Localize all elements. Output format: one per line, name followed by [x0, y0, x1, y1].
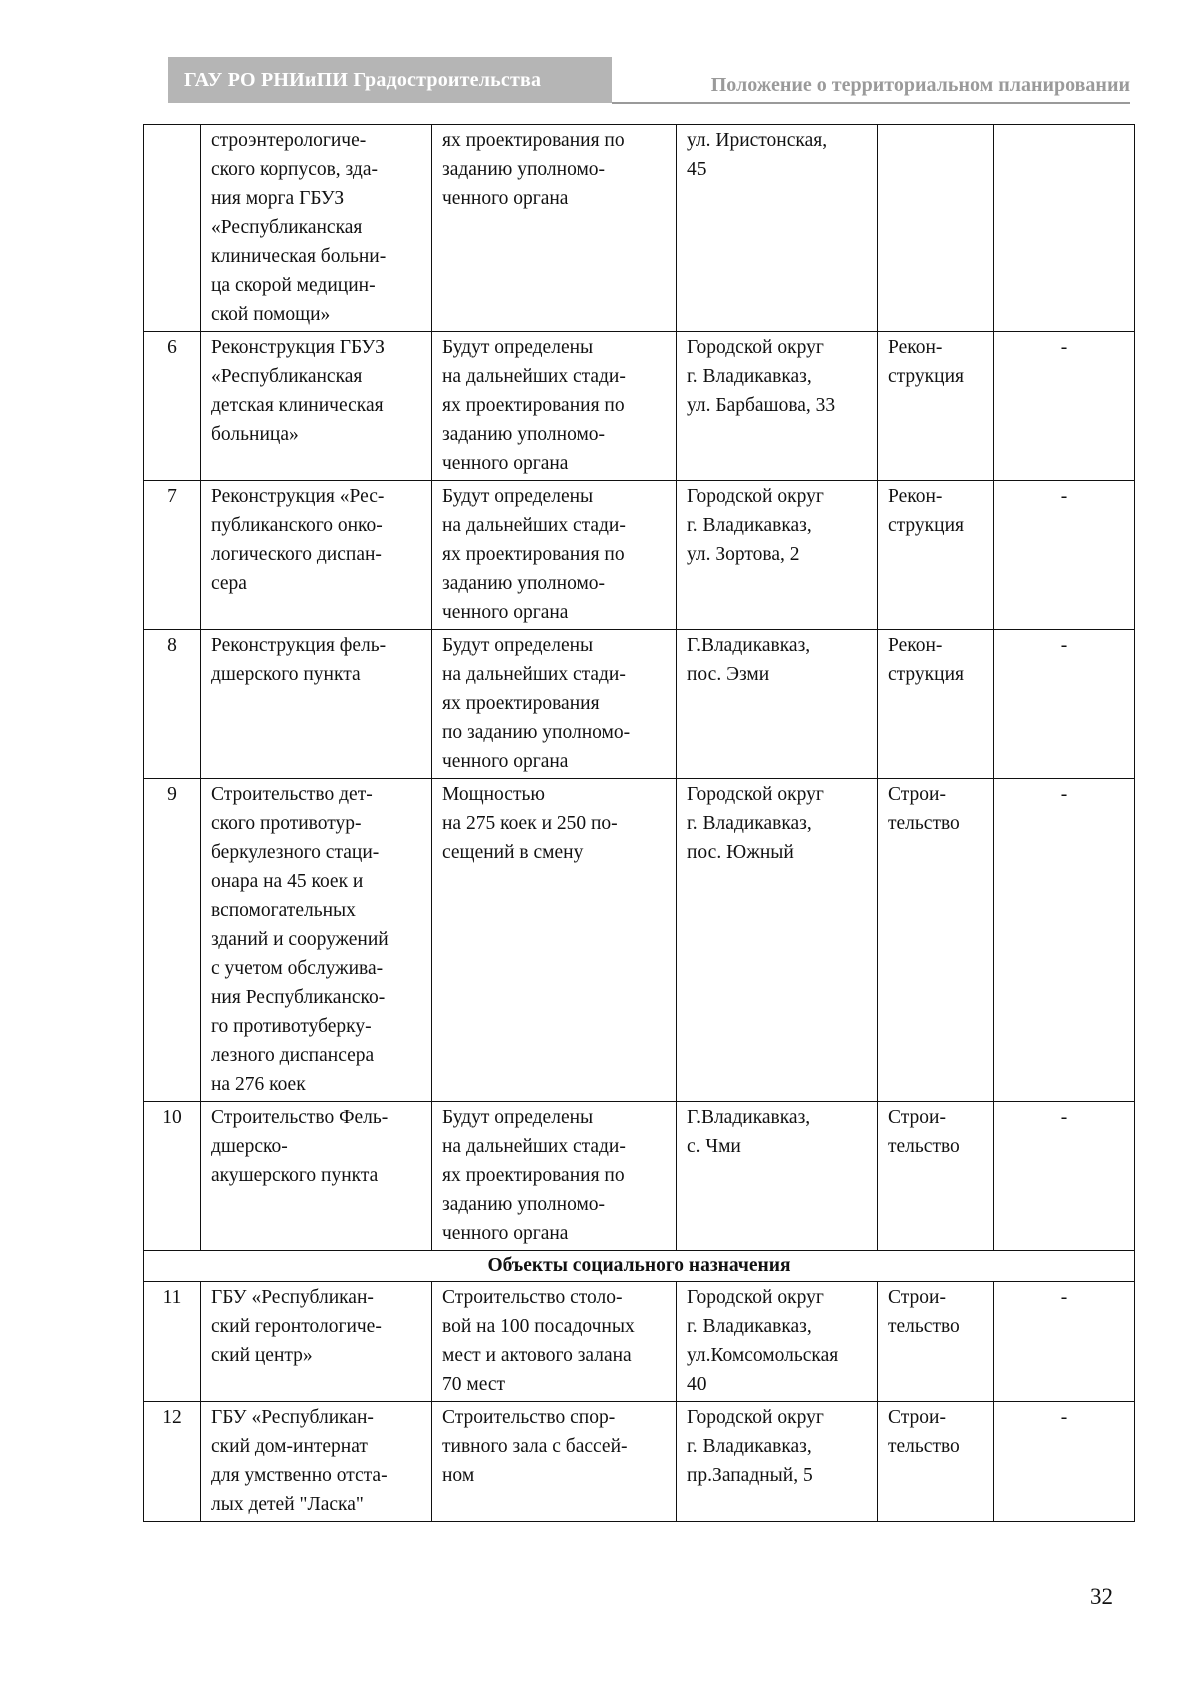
table-row: [144, 332, 1135, 481]
cell-text-line: заданию уполномо-: [442, 573, 606, 594]
cell-text-line: пос. Эзми: [687, 664, 770, 685]
cell-text-line: струкция: [888, 515, 964, 536]
cell-object-name: [201, 779, 432, 1102]
cell-text-line: сера: [211, 573, 247, 594]
cell-number: 6: [144, 332, 201, 481]
header-document-title: Положение о территориальном планировании: [710, 74, 1130, 96]
header-underline: [612, 102, 1130, 104]
cell-text-line: Строительство спор-: [442, 1407, 616, 1428]
cell-text-line: вспомогательных: [211, 900, 356, 921]
cell-text-line: ул. Иристонская,: [687, 130, 828, 151]
cell-text-line: строэнтерологиче-: [211, 130, 367, 151]
cell-parameters: [432, 630, 677, 779]
cell-text-line: ях проектирования: [442, 693, 600, 714]
table-row: [144, 481, 1135, 630]
cell-text-line: Городской округ: [687, 1407, 824, 1428]
cell-parameters: [432, 1102, 677, 1251]
cell-text-line: ченного органа: [442, 1223, 569, 1244]
cell-text-line: детская клиническая: [211, 395, 384, 416]
cell-text-line: ях проектирования по: [442, 544, 625, 565]
cell-parameters: [432, 779, 677, 1102]
table-row: [144, 630, 1135, 779]
cell-text-line: ях проектирования по: [442, 395, 625, 416]
cell-text-line: Реконструкция ГБУЗ: [211, 337, 385, 358]
cell-text-line: для умственно отста-: [211, 1465, 388, 1486]
cell-text-line: Городской округ: [687, 337, 824, 358]
cell-type: [878, 332, 994, 481]
cell-text-line: ченного органа: [442, 751, 569, 772]
table-row: [144, 779, 1135, 1102]
cell-text-line: Реконструкция фель-: [211, 635, 387, 656]
cell-location: [677, 481, 878, 630]
cell-text-line: мест и актового залана: [442, 1345, 632, 1366]
cell-text-line: онара на 45 коек и: [211, 871, 364, 892]
cell-type: [878, 1282, 994, 1402]
cell-number: 12: [144, 1402, 201, 1522]
page-number: 32: [1090, 1584, 1113, 1609]
cell-location: [677, 332, 878, 481]
cell-text-line: Рекон-: [888, 486, 943, 507]
cell-text-line: го противотуберку-: [211, 1016, 372, 1037]
cell-text-line: ского противотур-: [211, 813, 362, 834]
cell-text-line: ченного органа: [442, 188, 569, 209]
cell-text-line: Г.Владикавказ,: [687, 635, 811, 656]
cell-location: [677, 1282, 878, 1402]
cell-text-line: тельство: [888, 1136, 960, 1157]
cell-text-line: струкция: [888, 664, 964, 685]
cell-text-line: лых детей "Ласка": [211, 1494, 364, 1515]
cell-text-line: ский дом-интернат: [211, 1436, 368, 1457]
cell-number: 11: [144, 1282, 201, 1402]
table-row: [144, 1282, 1135, 1402]
cell-text-line: Будут определены: [442, 486, 594, 507]
cell-text-line: ном: [442, 1465, 475, 1486]
header-organization: ГАУ РО РНИиПИ Градостроительства: [168, 57, 612, 103]
cell-object-name: [201, 481, 432, 630]
cell-object-name: [201, 1282, 432, 1402]
cell-note: -: [994, 481, 1135, 630]
cell-text-line: ул.Комсомольская: [687, 1345, 839, 1366]
cell-text-line: Строительство Фель-: [211, 1107, 389, 1128]
cell-location: [677, 779, 878, 1102]
cell-text-line: на дальнейших стади-: [442, 1136, 626, 1157]
cell-type: [878, 1102, 994, 1251]
cell-text-line: 40: [687, 1374, 707, 1395]
cell-text-line: Реконструкция «Рес-: [211, 486, 385, 507]
cell-text-line: тельство: [888, 1436, 960, 1457]
cell-text-line: заданию уполномо-: [442, 1194, 606, 1215]
cell-text-line: по заданию уполномо-: [442, 722, 631, 743]
cell-type: [878, 125, 994, 332]
table-row-continued: [144, 125, 1135, 332]
cell-text-line: пр.Западный, 5: [687, 1465, 813, 1486]
cell-text-line: ГБУ «Республикан-: [211, 1287, 374, 1308]
cell-text-line: Рекон-: [888, 337, 943, 358]
cell-text-line: ях проектирования по: [442, 1165, 625, 1186]
cell-text-line: зданий и сооружений: [211, 929, 389, 950]
cell-text-line: ского корпусов, зда-: [211, 159, 378, 180]
cell-parameters: [432, 332, 677, 481]
cell-text-line: Строи-: [888, 1407, 946, 1428]
cell-note: [994, 125, 1135, 332]
cell-text-line: на 275 коек и 250 по-: [442, 813, 618, 834]
cell-text-line: Строительство дет-: [211, 784, 373, 805]
cell-object-name: [201, 125, 432, 332]
cell-text-line: ул. Барбашова, 33: [687, 395, 836, 416]
cell-number: 10: [144, 1102, 201, 1251]
cell-text-line: Строи-: [888, 784, 946, 805]
cell-note: -: [994, 779, 1135, 1102]
cell-text-line: г. Владикавказ,: [687, 1316, 812, 1337]
cell-note: -: [994, 1282, 1135, 1402]
cell-text-line: ния морга ГБУЗ: [211, 188, 345, 209]
cell-parameters: [432, 1282, 677, 1402]
cell-text-line: Строи-: [888, 1287, 946, 1308]
cell-location: [677, 125, 878, 332]
cell-note: -: [994, 332, 1135, 481]
cell-text-line: публиканского онко-: [211, 515, 383, 536]
cell-text-line: 45: [687, 159, 707, 180]
cell-note: -: [994, 1102, 1135, 1251]
cell-number: 7: [144, 481, 201, 630]
cell-text-line: тивного зала с бассей-: [442, 1436, 628, 1457]
cell-text-line: г. Владикавказ,: [687, 366, 812, 387]
cell-text-line: тельство: [888, 813, 960, 834]
cell-number: [144, 125, 201, 332]
cell-text-line: акушерского пункта: [211, 1165, 379, 1186]
cell-text-line: ский геронтологиче-: [211, 1316, 382, 1337]
table-row: [144, 1102, 1135, 1251]
cell-text-line: 70 мест: [442, 1374, 506, 1395]
cell-object-name: [201, 1102, 432, 1251]
cell-number: 9: [144, 779, 201, 1102]
cell-text-line: Мощностью: [442, 784, 545, 805]
cell-parameters: [432, 1402, 677, 1522]
cell-parameters: [432, 125, 677, 332]
cell-text-line: дшерско-: [211, 1136, 288, 1157]
cell-text-line: ГБУ «Республикан-: [211, 1407, 374, 1428]
cell-text-line: «Республиканская: [211, 366, 363, 387]
cell-type: [878, 1402, 994, 1522]
cell-text-line: больница»: [211, 424, 299, 445]
cell-text-line: ченного органа: [442, 602, 569, 623]
cell-text-line: с учетом обслужива-: [211, 958, 384, 979]
cell-text-line: Г.Владикавказ,: [687, 1107, 811, 1128]
cell-object-name: [201, 1402, 432, 1522]
table-row: [144, 1402, 1135, 1522]
cell-text-line: логического диспан-: [211, 544, 382, 565]
cell-note: -: [994, 1402, 1135, 1522]
cell-text-line: г. Владикавказ,: [687, 813, 812, 834]
cell-text-line: на дальнейших стади-: [442, 366, 626, 387]
cell-text-line: заданию уполномо-: [442, 159, 606, 180]
cell-text-line: ях проектирования по: [442, 130, 625, 151]
cell-type: [878, 630, 994, 779]
cell-text-line: ской помощи»: [211, 304, 331, 325]
cell-text-line: дшерского пункта: [211, 664, 361, 685]
cell-text-line: Рекон-: [888, 635, 943, 656]
cell-text-line: сещений в смену: [442, 842, 584, 863]
cell-number: 8: [144, 630, 201, 779]
cell-text-line: ченного органа: [442, 453, 569, 474]
cell-text-line: с. Чми: [687, 1136, 741, 1157]
cell-text-line: Будут определены: [442, 635, 594, 656]
cell-text-line: струкция: [888, 366, 964, 387]
section-title: Объекты социального назначения: [144, 1251, 1135, 1282]
cell-text-line: «Республиканская: [211, 217, 363, 238]
cell-text-line: заданию уполномо-: [442, 424, 606, 445]
cell-text-line: Будут определены: [442, 337, 594, 358]
cell-text-line: лезного диспансера: [211, 1045, 375, 1066]
cell-text-line: беркулезного стаци-: [211, 842, 380, 863]
cell-type: [878, 481, 994, 630]
cell-text-line: на дальнейших стади-: [442, 515, 626, 536]
cell-text-line: ул. Зортова, 2: [687, 544, 800, 565]
cell-text-line: ский центр»: [211, 1345, 313, 1366]
cell-text-line: ца скорой медицин-: [211, 275, 376, 296]
cell-object-name: [201, 332, 432, 481]
cell-text-line: Городской округ: [687, 486, 824, 507]
cell-text-line: вой на 100 посадочных: [442, 1316, 635, 1337]
table-section-row: [144, 1251, 1135, 1282]
cell-location: [677, 1402, 878, 1522]
cell-text-line: г. Владикавказ,: [687, 1436, 812, 1457]
cell-text-line: Городской округ: [687, 784, 824, 805]
objects-table-body: [144, 125, 1135, 1522]
cell-text-line: г. Владикавказ,: [687, 515, 812, 536]
cell-text-line: тельство: [888, 1316, 960, 1337]
cell-text-line: на дальнейших стади-: [442, 664, 626, 685]
cell-text-line: на 276 коек: [211, 1074, 306, 1095]
cell-text-line: пос. Южный: [687, 842, 794, 863]
cell-text-line: Строительство столо-: [442, 1287, 623, 1308]
cell-object-name: [201, 630, 432, 779]
cell-type: [878, 779, 994, 1102]
cell-location: [677, 1102, 878, 1251]
cell-parameters: [432, 481, 677, 630]
objects-table: [143, 124, 1135, 1522]
cell-text-line: клиническая больни-: [211, 246, 387, 267]
cell-text-line: Городской округ: [687, 1287, 824, 1308]
cell-text-line: Будут определены: [442, 1107, 594, 1128]
cell-text-line: ния Республиканско-: [211, 987, 386, 1008]
cell-location: [677, 630, 878, 779]
cell-text-line: Строи-: [888, 1107, 946, 1128]
cell-note: -: [994, 630, 1135, 779]
